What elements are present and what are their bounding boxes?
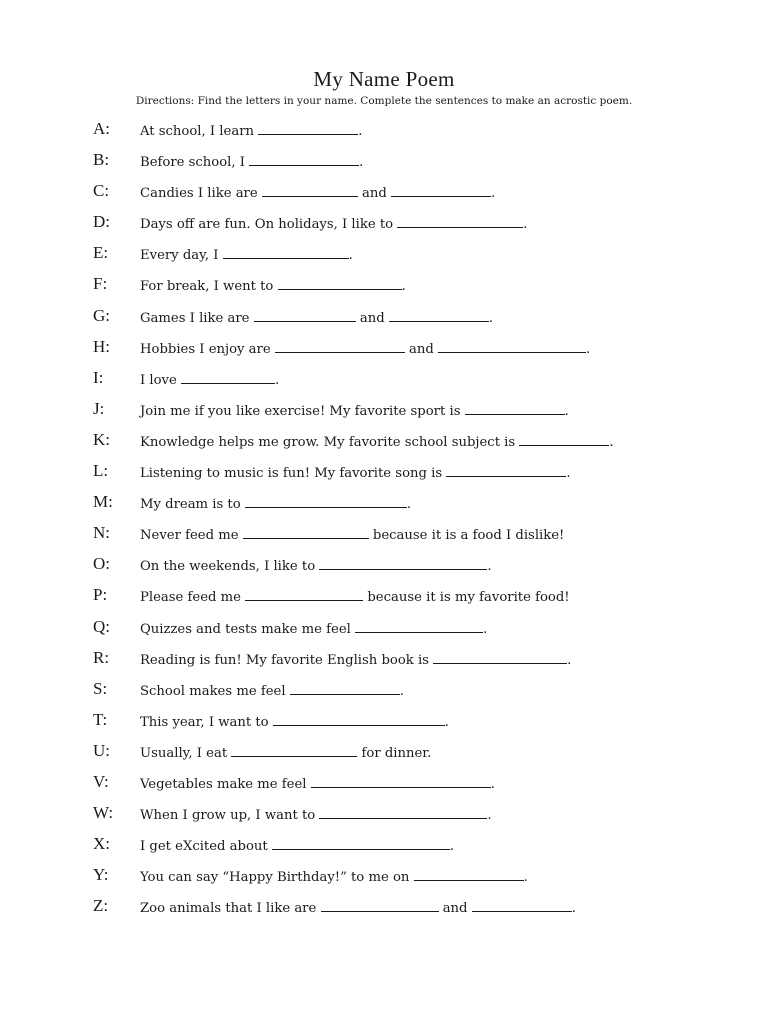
- fill-in-blank[interactable]: [414, 867, 524, 881]
- sentence-text: .: [491, 186, 496, 202]
- row-sentence: [140, 370, 279, 390]
- row-sentence: [140, 183, 495, 203]
- row-letter: B:: [93, 150, 110, 170]
- row-sentence: [140, 463, 571, 483]
- row-letter: S:: [93, 678, 108, 698]
- fill-in-blank[interactable]: [181, 370, 275, 384]
- sentence-text: For break, I went to: [140, 279, 278, 295]
- sentence-text: .: [609, 434, 614, 450]
- poem-row: [0, 460, 768, 491]
- sentence-text: .: [406, 497, 412, 513]
- sentence-text: My dream is to: [140, 497, 245, 513]
- row-letter: H:: [93, 336, 110, 356]
- row-letter: O:: [93, 554, 110, 574]
- row-letter: U:: [93, 740, 110, 760]
- row-letter: I:: [93, 367, 104, 387]
- row-sentence: [140, 245, 353, 265]
- fill-in-blank[interactable]: [465, 401, 565, 415]
- worksheet-directions: Directions: Find the letters in your name. Complete the sentences to make an acrostic poem.: [135, 95, 633, 107]
- poem-row: [0, 522, 768, 553]
- sentence-text: .: [487, 808, 492, 824]
- sentence-text: Candies I like are: [140, 186, 262, 202]
- sentence-text: .: [567, 652, 572, 668]
- fill-in-blank[interactable]: [243, 525, 369, 539]
- fill-in-blank[interactable]: [231, 743, 357, 757]
- row-letter: J:: [93, 398, 105, 418]
- poem-row: [0, 367, 768, 398]
- poem-row: [0, 242, 768, 273]
- worksheet-title: My Name Poem: [313, 67, 455, 91]
- poem-row: [0, 118, 768, 149]
- sentence-text: I love: [140, 372, 182, 388]
- sentence-text: because it is a food I dislike!: [368, 528, 565, 544]
- row-letter: E:: [93, 243, 109, 263]
- poem-row: [0, 802, 768, 833]
- sentence-text: .: [487, 559, 492, 575]
- row-sentence: [140, 867, 528, 887]
- fill-in-blank[interactable]: [389, 308, 489, 322]
- row-sentence: [140, 152, 363, 172]
- sentence-text: Knowledge helps me grow. My favorite school subject is: [140, 434, 520, 450]
- sentence-text: Join me if you like exercise! My favorite sport is: [140, 403, 465, 419]
- sentence-text: .: [564, 403, 569, 419]
- poem-row: [0, 895, 768, 926]
- fill-in-blank[interactable]: [355, 619, 483, 633]
- fill-in-blank[interactable]: [321, 898, 439, 912]
- row-letter: Q:: [93, 616, 110, 636]
- sentence-text: .: [586, 341, 591, 357]
- acrostic-rows: [0, 118, 768, 926]
- sentence-text: and: [438, 901, 472, 917]
- poem-row: [0, 616, 768, 647]
- sentence-text: Listening to music is fun! My favorite song is: [140, 466, 447, 482]
- sentence-text: .: [571, 901, 576, 917]
- row-letter: C:: [93, 181, 110, 201]
- sentence-text: .: [523, 217, 528, 233]
- sentence-text: .: [449, 839, 455, 855]
- poem-row: [0, 771, 768, 802]
- sentence-text: On the weekends, I like to: [140, 559, 320, 575]
- fill-in-blank[interactable]: [319, 805, 487, 819]
- sentence-text: .: [483, 621, 488, 637]
- row-letter: K:: [93, 429, 110, 449]
- row-sentence: [140, 743, 431, 763]
- poem-row: [0, 305, 768, 336]
- sentence-text: .: [490, 776, 495, 792]
- sentence-text: Games I like are: [140, 310, 254, 326]
- fill-in-blank[interactable]: [290, 681, 400, 695]
- poem-row: [0, 833, 768, 864]
- poem-row: [0, 678, 768, 709]
- row-sentence: [140, 121, 362, 141]
- row-sentence: [140, 681, 404, 701]
- row-letter: D:: [93, 212, 110, 232]
- row-letter: N:: [93, 523, 110, 543]
- fill-in-blank[interactable]: [319, 556, 487, 570]
- poem-row: [0, 740, 768, 771]
- sentence-text: This year, I want to: [140, 714, 273, 730]
- row-letter: R:: [93, 647, 110, 667]
- sentence-text: You can say “Happy Birthday!” to me on: [140, 870, 414, 886]
- sentence-text: Zoo animals that I like are: [140, 901, 321, 917]
- poem-row: [0, 273, 768, 304]
- sentence-text: because it is my favorite food!: [363, 590, 570, 606]
- poem-row: [0, 553, 768, 584]
- row-sentence: [140, 805, 492, 825]
- fill-in-blank[interactable]: [245, 494, 407, 508]
- row-sentence: [140, 619, 487, 639]
- fill-in-blank[interactable]: [391, 183, 491, 197]
- poem-row: [0, 149, 768, 180]
- sentence-text: and: [355, 310, 389, 326]
- sentence-text: .: [348, 248, 353, 264]
- poem-row: [0, 398, 768, 429]
- fill-in-blank[interactable]: [438, 339, 586, 353]
- fill-in-blank[interactable]: [397, 214, 523, 228]
- row-letter: P:: [93, 585, 108, 605]
- sentence-text: I get eXcited about: [140, 839, 272, 855]
- row-letter: W:: [93, 803, 114, 823]
- fill-in-blank[interactable]: [249, 152, 359, 166]
- sentence-text: Usually, I eat: [140, 745, 232, 761]
- fill-in-blank[interactable]: [472, 898, 572, 912]
- poem-row: [0, 584, 768, 615]
- fill-in-blank[interactable]: [258, 121, 358, 135]
- sentence-text: for dinner.: [357, 745, 432, 761]
- row-letter: L:: [93, 461, 109, 481]
- fill-in-blank[interactable]: [433, 650, 567, 664]
- sentence-text: .: [275, 372, 280, 388]
- sentence-text: Vegetables make me feel: [140, 776, 311, 792]
- sentence-text: .: [488, 310, 494, 326]
- sentence-text: Before school, I: [140, 155, 250, 171]
- poem-row: [0, 429, 768, 460]
- fill-in-blank[interactable]: [245, 587, 363, 601]
- fill-in-blank[interactable]: [272, 836, 450, 850]
- sentence-text: .: [401, 279, 406, 295]
- row-letter: M:: [93, 492, 113, 512]
- fill-in-blank[interactable]: [519, 432, 609, 446]
- row-sentence: [140, 650, 571, 670]
- sentence-text: .: [399, 683, 404, 699]
- sentence-text: Quizzes and tests make me feel: [140, 621, 356, 637]
- sentence-text: Every day, I: [140, 248, 223, 264]
- row-sentence: [140, 712, 449, 732]
- row-sentence: [140, 339, 590, 359]
- poem-row: [0, 709, 768, 740]
- sentence-text: School makes me feel: [140, 683, 290, 699]
- poem-row: [0, 180, 768, 211]
- row-sentence: [140, 401, 569, 421]
- poem-row: [0, 491, 768, 522]
- sentence-text: Reading is fun! My favorite English book is: [140, 652, 434, 668]
- sentence-text: When I grow up, I want to: [140, 808, 320, 824]
- sentence-text: .: [523, 870, 528, 886]
- poem-row: [0, 211, 768, 242]
- sentence-text: .: [444, 714, 449, 730]
- row-letter: Z:: [93, 896, 109, 916]
- fill-in-blank[interactable]: [254, 308, 356, 322]
- fill-in-blank[interactable]: [223, 245, 349, 259]
- poem-row: [0, 647, 768, 678]
- row-sentence: [140, 432, 614, 452]
- poem-row: [0, 864, 768, 895]
- fill-in-blank[interactable]: [275, 339, 405, 353]
- sentence-text: .: [566, 466, 571, 482]
- fill-in-blank[interactable]: [262, 183, 358, 197]
- sentence-text: Hobbies I enjoy are: [140, 341, 275, 357]
- row-sentence: [140, 587, 570, 607]
- row-letter: G:: [93, 305, 110, 325]
- sentence-text: .: [359, 155, 364, 171]
- sentence-text: and: [357, 186, 392, 202]
- sentence-text: Please feed me: [140, 590, 246, 606]
- row-sentence: [140, 836, 454, 856]
- sentence-text: .: [358, 124, 363, 139]
- fill-in-blank[interactable]: [446, 463, 566, 477]
- row-letter: F:: [93, 274, 108, 294]
- sentence-text: At school, I learn: [140, 124, 259, 139]
- row-letter: V:: [93, 771, 109, 791]
- row-sentence: [140, 556, 492, 576]
- row-sentence: [140, 494, 411, 514]
- row-letter: Y:: [93, 865, 109, 885]
- sentence-text: Days off are fun. On holidays, I like to: [140, 217, 398, 233]
- fill-in-blank[interactable]: [278, 276, 402, 290]
- row-sentence: [140, 308, 493, 328]
- sentence-text: and: [404, 341, 439, 357]
- fill-in-blank[interactable]: [311, 774, 491, 788]
- row-letter: T:: [93, 709, 108, 729]
- row-sentence: [140, 774, 495, 794]
- row-sentence: [140, 898, 576, 918]
- row-letter: X:: [93, 834, 110, 854]
- sentence-text: Never feed me: [140, 528, 243, 544]
- row-sentence: [140, 525, 564, 545]
- poem-row: [0, 336, 768, 367]
- row-sentence: [140, 214, 528, 234]
- row-letter: A:: [93, 119, 110, 138]
- row-sentence: [140, 276, 406, 296]
- fill-in-blank[interactable]: [273, 712, 445, 726]
